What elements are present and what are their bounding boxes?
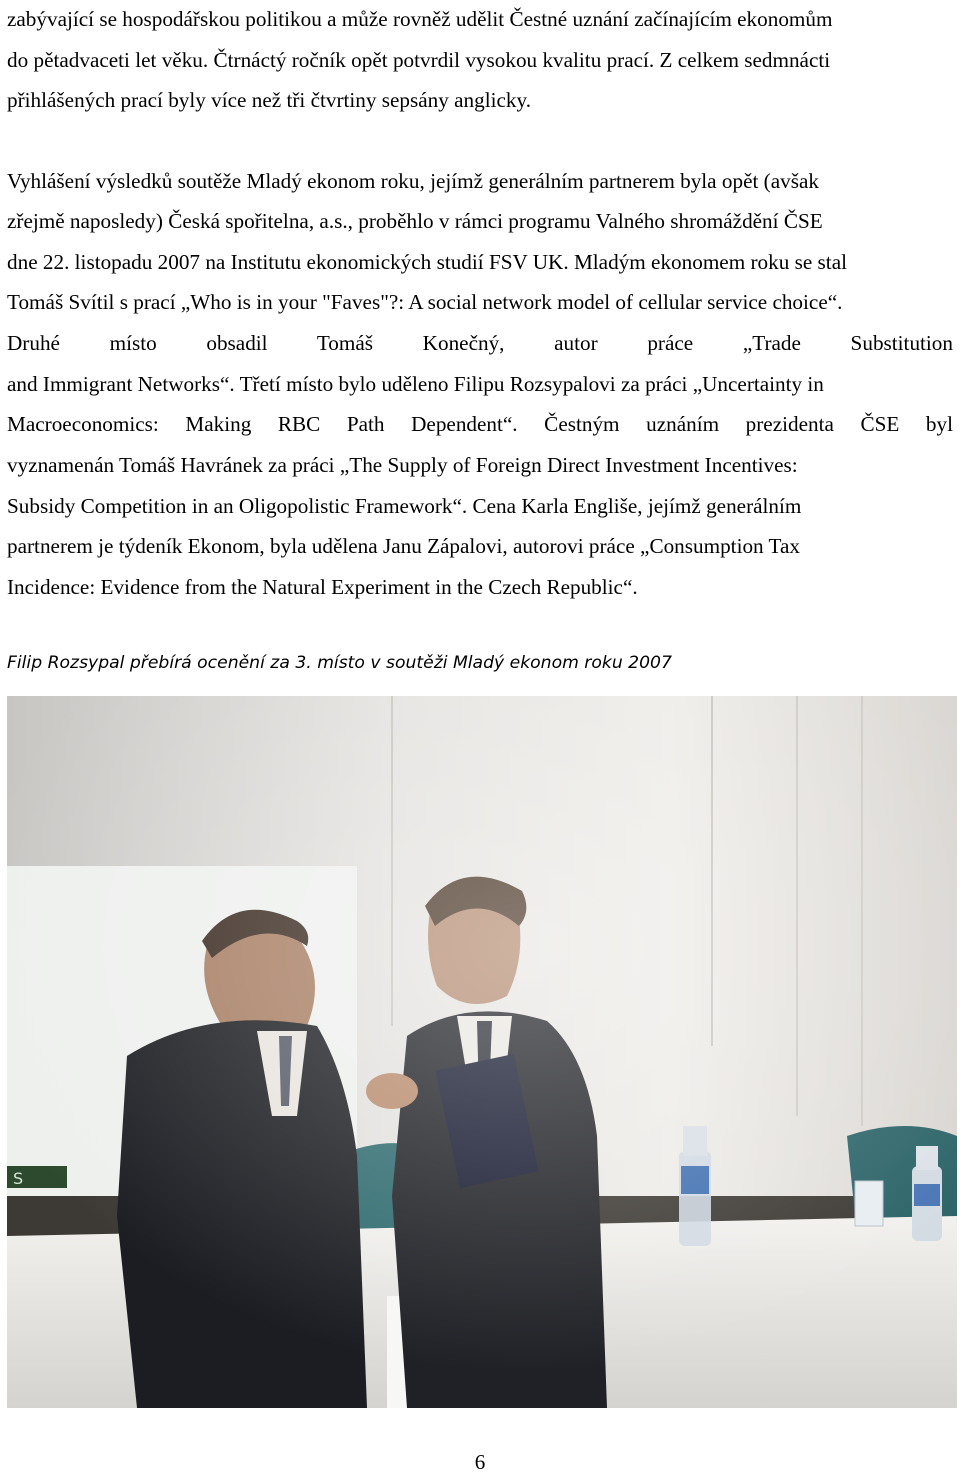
paragraph-main-line-2: zřejmě naposledy) Česká spořitelna, a.s., proběhlo v rámci programu Valného shromáždění ČSE xyxy=(7,209,823,233)
paragraph-main-line-4: Tomáš Svítil s prací „Who is in your "Faves"?: A social network model of cellular service choice“. xyxy=(7,290,843,314)
paragraph-main-line-11: Incidence: Evidence from the Natural Experiment in the Czech Republic“. xyxy=(7,575,638,599)
paragraph-top-line-1: zabývající se hospodářskou politikou a může rovněž udělit Čestné uznání začínajícím ekonomům xyxy=(7,7,833,31)
paragraph-top-line-3: přihlášených prací byly více než tři čtvrtiny sepsány anglicky. xyxy=(7,88,532,112)
paragraph-main-line-7: Macroeconomics: Making RBC Path Dependent“. Čestným uznáním prezidenta ČSE byl xyxy=(7,412,953,436)
paragraph-main-line-9: Subsidy Competition in an Oligopolistic Framework“. Cena Karla Engliše, jejímž generálním xyxy=(7,494,802,518)
page-number: 6 xyxy=(474,1450,486,1474)
paragraph-main-line-8: vyznamenán Tomáš Havránek za práci „The Supply of Foreign Direct Investment Incentives: xyxy=(7,453,798,477)
paragraph-main-line-1: Vyhlášení výsledků soutěže Mladý ekonom roku, jejímž generálním partnerem byla opět (avšak xyxy=(7,169,819,193)
paragraph-main-line-10: partnerem je týdeník Ekonom, byla udělena Janu Zápalovi, autorovi práce „Consumption Tax xyxy=(7,534,801,558)
paragraph-main-line-6: and Immigrant Networks“. Třetí místo bylo uděleno Filipu Rozsypalovi za práci „Uncertainty in xyxy=(7,372,824,396)
paragraph-top-line-2: do pětadvaceti let věku. Čtrnáctý ročník opět potvrdil vysokou kvalitu prací. Z celkem sedmnácti xyxy=(7,48,831,72)
paragraph-main-line-3: dne 22. listopadu 2007 na Institutu ekonomických studií FSV UK. Mladým ekonomem roku se stal xyxy=(7,250,847,274)
award-ceremony-photo xyxy=(7,696,957,1408)
paragraph-main-line-5: Druhé místo obsadil Tomáš Konečný, autor práce „Trade Substitution xyxy=(7,331,953,355)
photo-caption: Filip Rozsypal přebírá ocenění za 3. místo v soutěži Mladý ekonom roku 2007 xyxy=(7,653,672,673)
